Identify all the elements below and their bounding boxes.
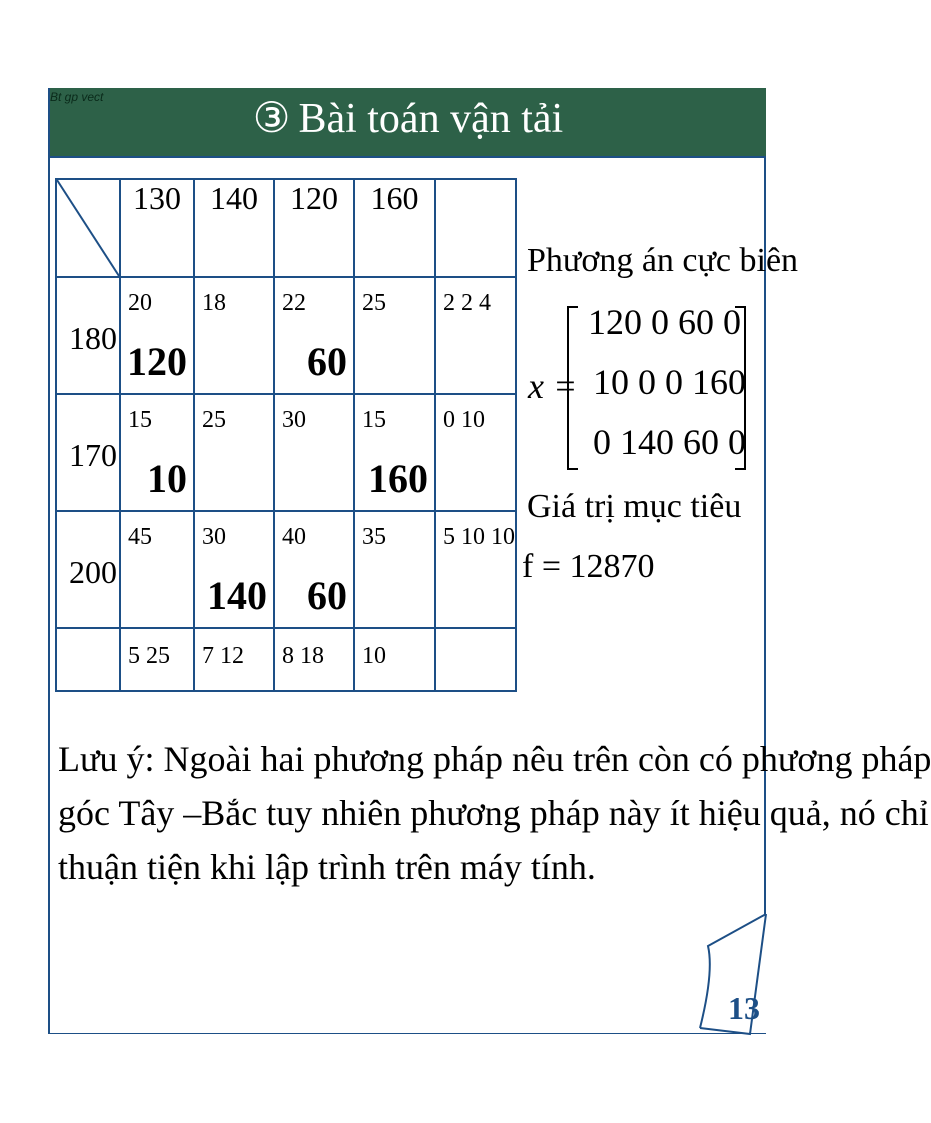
cost-cell: 15 10 <box>120 394 194 511</box>
matrix-row: 0 140 60 0 <box>593 422 746 462</box>
transport-table <box>55 178 517 692</box>
demand-cell: 140 <box>194 179 274 277</box>
column-potential-cell: 10 <box>354 628 435 691</box>
cost-cell: 30 <box>274 394 354 511</box>
slide-title <box>0 98 816 140</box>
cost-cell: 30 140 <box>194 511 274 628</box>
potential-cell: 2 2 4 <box>435 277 516 394</box>
table-footer-row <box>56 628 516 691</box>
table-row <box>56 394 516 511</box>
slide-title-text: Bài toán vận tải <box>298 96 564 142</box>
cost-cell: 45 <box>120 511 194 628</box>
matrix-row: 120 0 60 0 <box>588 302 741 342</box>
objective-value: f = 12870 <box>522 548 655 585</box>
column-potential-cell <box>435 628 516 691</box>
demand-cell <box>435 179 516 277</box>
supply-cell: 200 <box>56 511 120 628</box>
cost-cell: 25 <box>194 394 274 511</box>
table-row <box>56 277 516 394</box>
plan-label: Phương án cực biên <box>527 242 799 279</box>
note-paragraph <box>58 732 931 894</box>
cost-cell: 22 60 <box>274 277 354 394</box>
empty-cell <box>56 628 120 691</box>
note-line: góc Tây –Bắc tuy nhiên phương pháp này ít hiệu quả, nó chỉ <box>58 793 929 833</box>
supply-cell: 180 <box>56 277 120 394</box>
table-row <box>56 511 516 628</box>
diagonal-line-icon <box>57 180 119 276</box>
table-header-row <box>56 179 516 277</box>
potential-cell: 5 10 10 <box>435 511 516 628</box>
demand-cell: 120 <box>274 179 354 277</box>
matrix-row: 10 0 0 160 <box>593 362 746 402</box>
corner-cell <box>56 179 120 277</box>
cost-cell: 35 <box>354 511 435 628</box>
circled-three-icon: ③ <box>252 96 291 142</box>
objective-label: Giá trị mục tiêu <box>527 488 742 525</box>
column-potential-cell: 7 12 <box>194 628 274 691</box>
demand-cell: 130 <box>120 179 194 277</box>
demand-cell: 160 <box>354 179 435 277</box>
x-label: x = <box>528 366 578 406</box>
column-potential-cell: 8 18 <box>274 628 354 691</box>
note-line: Lưu ý: Ngoài hai phương pháp nêu trên còn có phương pháp <box>58 739 931 779</box>
cost-cell: 25 <box>354 277 435 394</box>
potential-cell: 0 10 <box>435 394 516 511</box>
note-line: thuận tiện khi lập trình trên máy tính. <box>58 847 596 887</box>
cost-cell: 15 160 <box>354 394 435 511</box>
column-potential-cell: 5 25 <box>120 628 194 691</box>
cost-cell: 20 120 <box>120 277 194 394</box>
slide-tag: Bt gp vect <box>50 90 104 104</box>
cost-cell: 18 <box>194 277 274 394</box>
cost-cell: 40 60 <box>274 511 354 628</box>
supply-cell: 170 <box>56 394 120 511</box>
left-bracket-icon <box>566 305 580 471</box>
page-number: 13 <box>728 990 760 1026</box>
